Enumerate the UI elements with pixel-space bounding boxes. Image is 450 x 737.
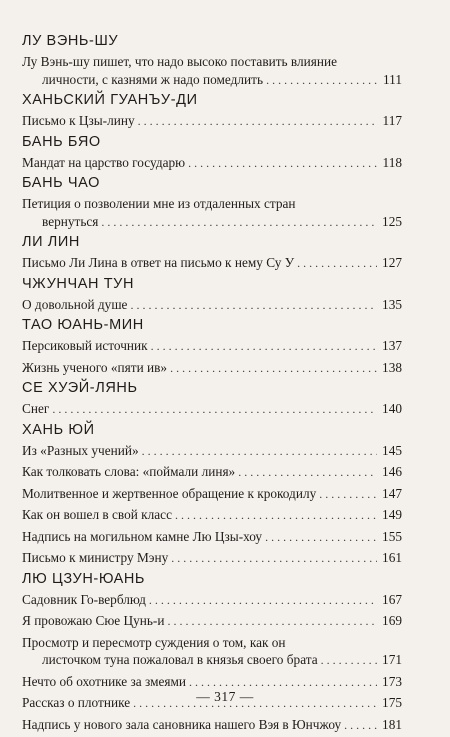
dot-leader bbox=[344, 717, 377, 735]
entry-title: Письмо Ли Лина в ответ на письмо к нему Су У bbox=[22, 255, 295, 270]
entry-title: Петиция о позволении мне из отдаленных стран bbox=[22, 196, 296, 211]
toc-entry[interactable] bbox=[22, 400, 402, 419]
entry-page-number: 118 bbox=[382, 154, 402, 170]
toc-entry[interactable] bbox=[22, 296, 402, 315]
entry-line bbox=[22, 651, 402, 670]
entry-page-number: 127 bbox=[382, 255, 402, 270]
dot-leader bbox=[266, 72, 377, 90]
author-section bbox=[22, 92, 402, 131]
toc-entry[interactable] bbox=[22, 53, 402, 89]
dot-leader bbox=[149, 592, 377, 610]
entry-title: О довольной душе bbox=[22, 296, 128, 312]
entry-line bbox=[22, 485, 402, 504]
toc-entry[interactable] bbox=[22, 463, 402, 482]
toc-entry[interactable] bbox=[22, 112, 402, 131]
entry-page-number: 145 bbox=[382, 442, 402, 458]
toc-entry[interactable] bbox=[22, 591, 402, 610]
dot-leader bbox=[321, 652, 377, 670]
entry-title: Надпись на могильном камне Лю Цзы-хоу bbox=[22, 528, 263, 544]
entry-page-number: 138 bbox=[382, 359, 402, 375]
dot-leader bbox=[138, 113, 377, 131]
entry-page-number: 146 bbox=[382, 464, 402, 479]
author-heading: ХАНЬ ЮЙ bbox=[22, 421, 95, 438]
author-section bbox=[22, 422, 402, 568]
entry-line bbox=[22, 337, 402, 356]
entry-title: Нечто об охотнике за змеями bbox=[22, 673, 187, 689]
toc-entry[interactable] bbox=[22, 528, 402, 547]
entry-title: Просмотр и пересмотр суждения о том, как он bbox=[22, 634, 286, 650]
page-number: — 317 — bbox=[196, 689, 254, 704]
entry-title: Письмо к Цзы-лину bbox=[22, 113, 135, 128]
toc-entry[interactable] bbox=[22, 549, 402, 568]
dot-leader bbox=[142, 443, 377, 461]
author-section bbox=[22, 380, 402, 419]
toc-entry[interactable] bbox=[22, 359, 402, 378]
author-heading: БАНЬ БЯО bbox=[22, 133, 101, 150]
entry-page-number: 155 bbox=[382, 528, 402, 544]
entry-line bbox=[22, 53, 402, 71]
dot-leader bbox=[175, 507, 377, 525]
entry-line bbox=[22, 112, 402, 131]
entry-line bbox=[22, 442, 402, 461]
toc-entry[interactable] bbox=[22, 154, 402, 173]
author-section bbox=[22, 175, 402, 231]
dot-leader bbox=[167, 613, 377, 631]
entry-page-number: 111 bbox=[383, 71, 402, 87]
entry-page-number: 173 bbox=[382, 673, 402, 689]
entry-page-number: 169 bbox=[382, 613, 402, 628]
toc-entry[interactable] bbox=[22, 195, 402, 231]
entry-line bbox=[22, 359, 402, 378]
toc-entry[interactable] bbox=[22, 506, 402, 525]
entry-title: Лу Вэнь-шу пишет, что надо высоко поставить влияние bbox=[22, 54, 338, 69]
dot-leader bbox=[170, 360, 377, 378]
author-heading: ЛУ ВЭНЬ-ШУ bbox=[22, 33, 119, 49]
dot-leader bbox=[52, 401, 377, 419]
dot-leader bbox=[101, 214, 377, 232]
author-section bbox=[22, 571, 402, 735]
entry-page-number: 140 bbox=[382, 401, 402, 416]
entry-page-number: 147 bbox=[382, 485, 402, 501]
entry-title: Персиковый источник bbox=[22, 338, 148, 353]
entry-line bbox=[22, 463, 402, 482]
toc-entry[interactable] bbox=[22, 612, 402, 631]
entry-line bbox=[22, 195, 402, 213]
author-heading: ТАО ЮАНЬ-МИН bbox=[22, 317, 144, 333]
entry-line bbox=[22, 213, 402, 232]
entry-line bbox=[22, 634, 402, 652]
entry-line bbox=[22, 296, 402, 315]
author-heading: БАНЬ ЧАО bbox=[22, 175, 100, 191]
entry-title: листочком туна пожаловал в князья своего брата bbox=[42, 652, 318, 667]
entry-page-number: 135 bbox=[382, 296, 402, 312]
entry-line bbox=[22, 506, 402, 525]
entry-title: Письмо к министру Мэну bbox=[22, 550, 169, 565]
entry-title: Как он вошел в свой класс bbox=[22, 507, 172, 522]
author-heading: СЕ ХУЭЙ-ЛЯНЬ bbox=[22, 380, 138, 396]
entry-line bbox=[22, 716, 402, 735]
toc-entry[interactable] bbox=[22, 254, 402, 273]
entry-title: Из «Разных учений» bbox=[22, 442, 139, 458]
entry-page-number: 117 bbox=[382, 113, 402, 128]
toc-entry[interactable] bbox=[22, 442, 402, 461]
dot-leader bbox=[188, 155, 377, 173]
entry-line bbox=[22, 612, 402, 631]
entry-title: Рассказ о плотнике bbox=[22, 695, 131, 710]
toc-entry[interactable] bbox=[22, 485, 402, 504]
toc-entry[interactable] bbox=[22, 337, 402, 356]
dot-leader bbox=[265, 529, 377, 547]
entry-line bbox=[22, 400, 402, 419]
dot-leader bbox=[151, 338, 377, 356]
author-section bbox=[22, 134, 402, 173]
table-of-contents bbox=[22, 32, 402, 737]
toc-entry[interactable] bbox=[22, 716, 402, 735]
author-heading: ХАНЬСКИЙ ГУАНЪУ-ДИ bbox=[22, 92, 198, 108]
entry-title: Мандат на царство государю bbox=[22, 154, 186, 170]
entry-page-number: 149 bbox=[382, 507, 402, 522]
dot-leader bbox=[238, 464, 377, 482]
entry-title: Снег bbox=[22, 401, 50, 416]
entry-title: вернуться bbox=[42, 213, 99, 229]
entry-title: Садовник Го-верблюд bbox=[22, 591, 146, 607]
entry-page-number: 167 bbox=[382, 591, 402, 607]
entry-page-number: 175 bbox=[382, 695, 402, 710]
entry-page-number: 171 bbox=[382, 652, 402, 667]
entry-line bbox=[22, 528, 402, 547]
entry-page-number: 181 bbox=[382, 716, 402, 732]
entry-page-number: 137 bbox=[382, 338, 402, 353]
entry-line bbox=[22, 254, 402, 273]
author-heading: ЛЮ ЦЗУН-ЮАНЬ bbox=[22, 570, 146, 587]
dot-leader bbox=[130, 297, 377, 315]
entry-title: Жизнь ученого «пяти ив» bbox=[22, 359, 168, 375]
entry-title: Надпись у нового зала сановника нашего Вэя в Юнчжоу bbox=[22, 716, 342, 732]
dot-leader bbox=[319, 486, 377, 504]
entry-title: Как толковать слова: «поймали линя» bbox=[22, 464, 236, 479]
dot-leader bbox=[297, 255, 377, 273]
entry-line bbox=[22, 591, 402, 610]
entry-page-number: 161 bbox=[382, 550, 402, 565]
toc-entry[interactable] bbox=[22, 634, 402, 670]
author-section bbox=[22, 276, 402, 315]
entry-line bbox=[22, 549, 402, 568]
entry-line bbox=[22, 71, 402, 90]
author-heading: ЛИ ЛИН bbox=[22, 234, 80, 250]
author-section bbox=[22, 317, 402, 377]
author-heading: ЧЖУНЧАН ТУН bbox=[22, 275, 135, 292]
author-section bbox=[22, 33, 402, 89]
dot-leader bbox=[171, 550, 377, 568]
entry-line bbox=[22, 154, 402, 173]
author-section bbox=[22, 234, 402, 273]
entry-title: Я провожаю Сюе Цунь-и bbox=[22, 613, 165, 628]
entry-title: личности, с казнями ж надо помедлить bbox=[42, 71, 264, 87]
entry-title: Молитвенное и жертвенное обращение к крокодилу bbox=[22, 485, 317, 501]
entry-page-number: 125 bbox=[382, 213, 402, 229]
